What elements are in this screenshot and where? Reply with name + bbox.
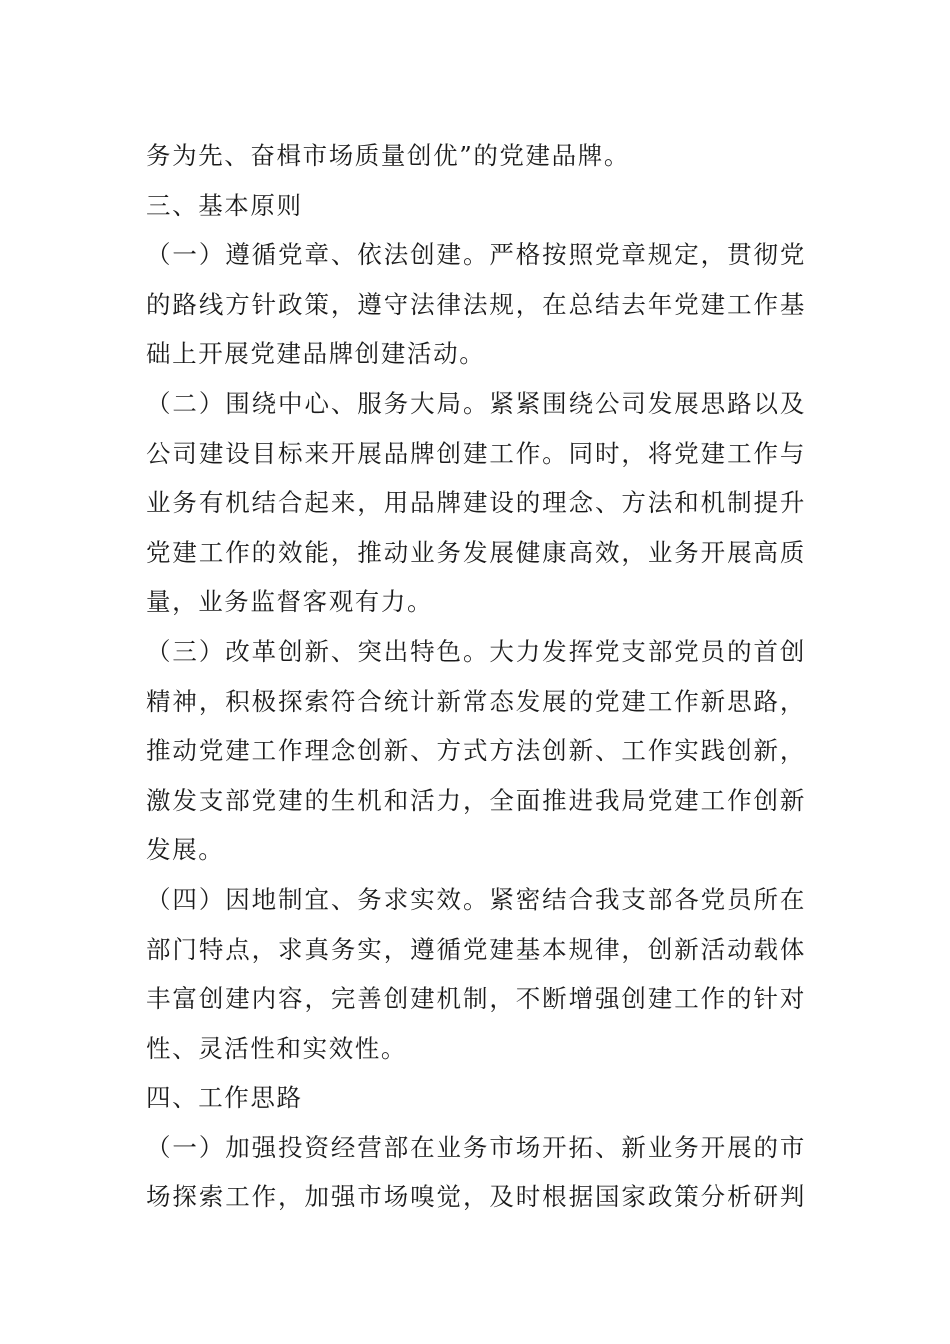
text-line: 精神，积极探索符合统计新常态发展的党建工作新思路， — [146, 686, 806, 716]
text-line: 公司建设目标来开展品牌创建工作。同时，将党建工作与 — [146, 438, 806, 468]
text-line: 务为先、奋楫市场质量创优”的党建品牌。 — [146, 141, 630, 170]
text-line: 激发支部党建的生机和活力，全面推进我局党建工作创新 — [146, 785, 806, 815]
text-line: 础上开展党建品牌创建活动。 — [146, 339, 486, 369]
text-line: （二）围绕中心、服务大局。紧紧围绕公司发展思路以及 — [146, 388, 806, 418]
text-line: 业务有机结合起来，用品牌建设的理念、方法和机制提升 — [146, 488, 806, 518]
section-heading-basic-principles: 三、基本原则 — [146, 190, 303, 220]
text-line: （一）加强投资经营部在业务市场开拓、新业务开展的市 — [146, 1132, 806, 1162]
section-heading-work-approach: 四、工作思路 — [146, 1083, 303, 1113]
text-line: 推动党建工作理念创新、方式方法创新、工作实践创新， — [146, 736, 806, 766]
text-line: 党建工作的效能，推动业务发展健康高效，业务开展高质 — [146, 537, 806, 567]
text-line: （四）因地制宜、务求实效。紧密结合我支部各党员所在 — [146, 884, 806, 914]
text-line: 发展。 — [146, 835, 225, 865]
text-line: 部门特点，求真务实，遵循党建基本规律，创新活动载体 — [146, 934, 806, 964]
document-body — [146, 131, 806, 1222]
text-line: 量，业务监督客观有力。 — [146, 587, 434, 617]
text-line: 丰富创建内容，完善创建机制，不断增强创建工作的针对 — [146, 984, 806, 1014]
text-line: 的路线方针政策，遵守法律法规，在总结去年党建工作基 — [146, 289, 806, 319]
text-line: 性、灵活性和实效性。 — [146, 1033, 407, 1063]
text-line: 场探索工作，加强市场嗅觉，及时根据国家政策分析研判 — [146, 1182, 806, 1212]
text-line: （三）改革创新、突出特色。大力发挥党支部党员的首创 — [146, 636, 806, 666]
text-line: （一）遵循党章、依法创建。严格按照党章规定，贯彻党 — [146, 240, 806, 270]
